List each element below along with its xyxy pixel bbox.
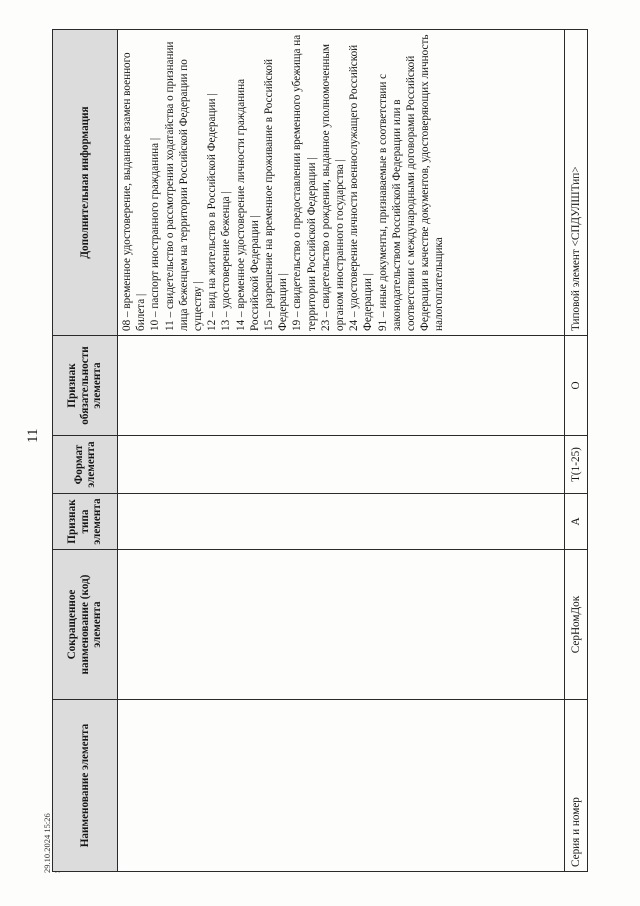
cell-empty [118, 336, 565, 436]
cell-empty [118, 436, 565, 494]
cell-format: T(1-25) [565, 436, 588, 494]
cell-empty [118, 494, 565, 550]
page-number: 11 [25, 428, 41, 443]
header-format: Формат элемента [53, 436, 118, 494]
cell-empty [118, 700, 565, 872]
header-name: Наименование элемента [53, 700, 118, 872]
table-row [565, 30, 588, 872]
header-code: Сокращенное наименование (код) элемента [53, 550, 118, 700]
info-line: 14 – временное удостоверение личности гражданина Российской Федерации | [234, 78, 261, 331]
cell-empty [118, 550, 565, 700]
info-line: 24 – удостоверение личности военнослужащего Российской Федерации | [348, 44, 375, 331]
info-line: 11 – свидетельство о рассмотрении ходатайства о признании лица беженцем на территории Российской Федерации по существу | [163, 41, 205, 331]
elements-table [52, 29, 588, 872]
info-line: 12 – вид на жительство в Российской Федерации | [206, 93, 219, 331]
info-line: 91 – иные документы, признаваемые в соответствии с законодательством Российской Федерации или в соответствии с международными договорами Российской Федерации в качестве документов, удостоверяющих личность налогоплательщика [376, 34, 446, 331]
info-line: 10 – паспорт иностранного гражданина | [149, 137, 162, 331]
header-type: Признак типа элемента [53, 494, 118, 550]
info-line: 19 – свидетельство о предоставлении временного убежища на территории Российской Федерации | [291, 34, 318, 331]
info-line: 15 – разрешение на временное проживание в Российской Федерации | [263, 59, 290, 331]
cell-required: О [565, 336, 588, 436]
info-continuation-cell [118, 30, 565, 336]
info-line: 08 – временное удостоверение, выданное взамен военного билета | [121, 52, 148, 331]
cell-type: А [565, 494, 588, 550]
info-line: 13 – удостоверение беженца | [220, 191, 233, 331]
cell-info: Типовой элемент <СПДУЛШТип> [565, 30, 588, 336]
rotated-table-container [52, 30, 640, 872]
header-row [53, 30, 118, 872]
cell-name: Серия и номер [565, 700, 588, 872]
header-info: Дополнительная информация [53, 30, 118, 336]
table-row [118, 30, 565, 872]
cell-code: СерНомДок [565, 550, 588, 700]
info-line: 23 – свидетельство о рождении, выданное уполномоченным органом иностранного государства | [319, 44, 347, 331]
stamp-date: 29.10.2024 15:26 [42, 813, 52, 873]
header-required: Признак обязательности элемента [53, 336, 118, 436]
